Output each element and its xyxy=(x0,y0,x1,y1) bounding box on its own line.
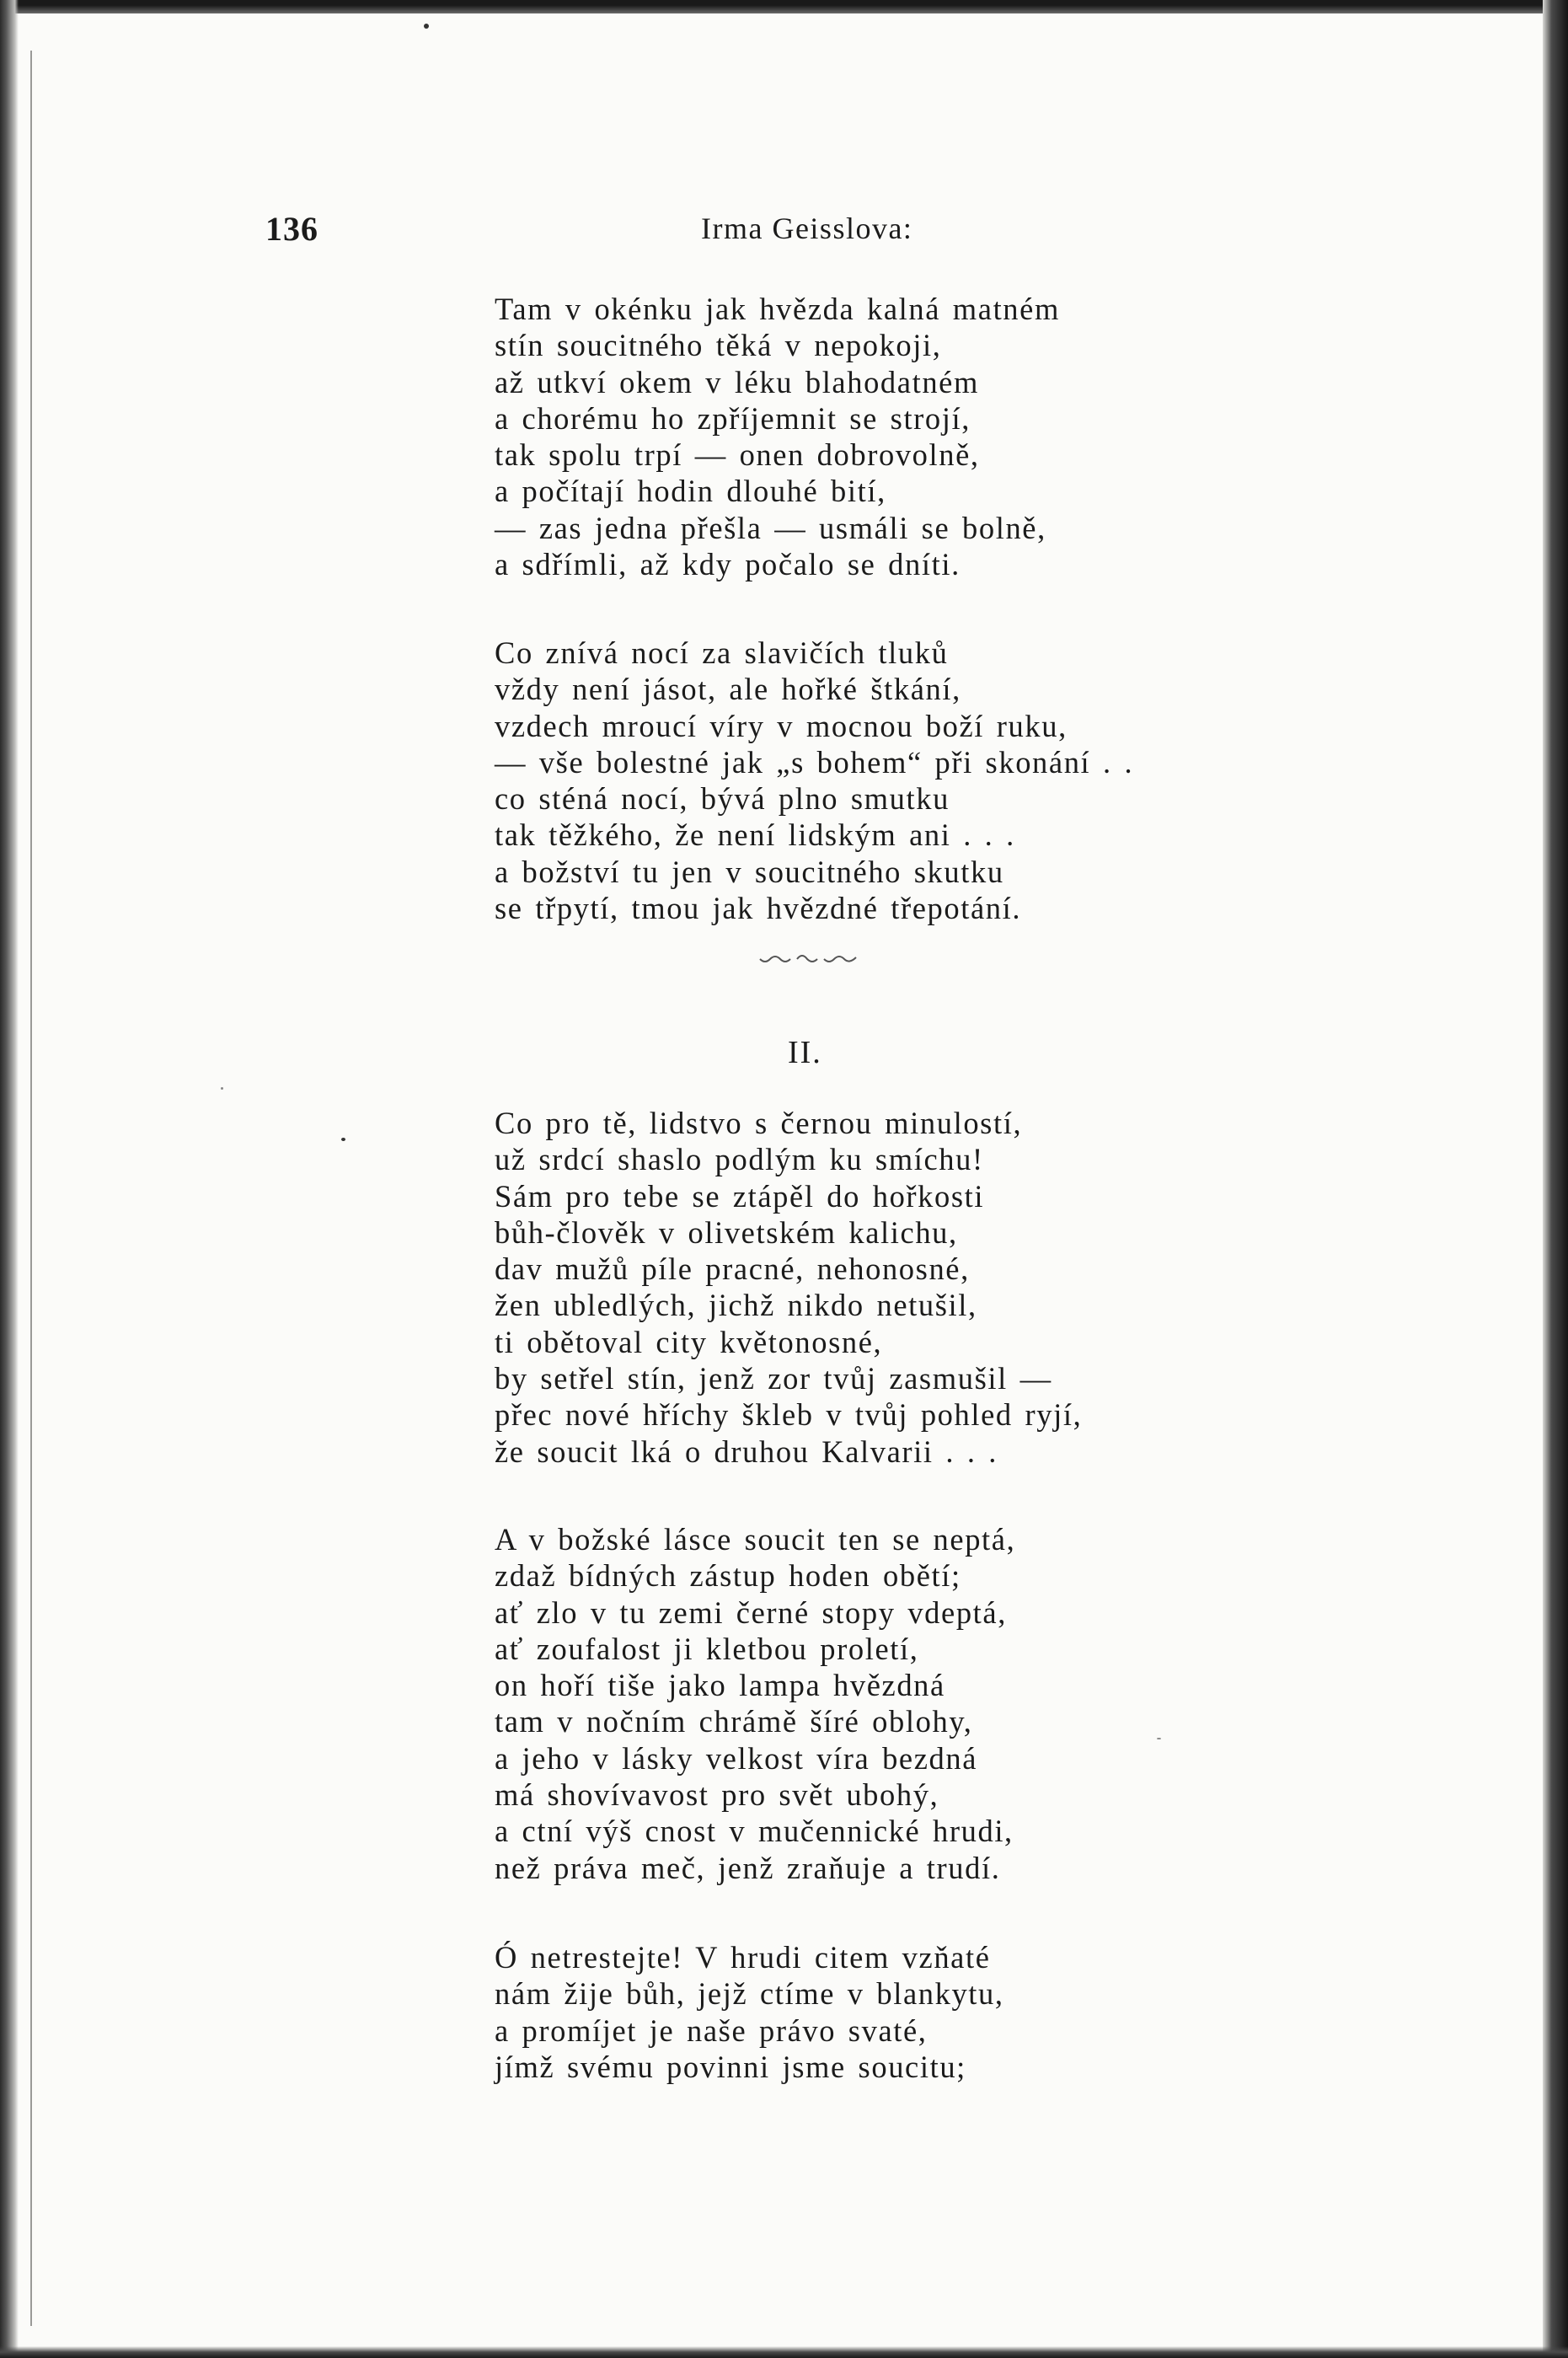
verse-line: až utkví okem v léku blahodatném xyxy=(495,364,979,399)
verse-line: vzdech mroucí víry v mocnou boží ruku, xyxy=(495,708,1068,743)
verse-line: — vše bolestné jak „s bohem“ při skonání . . xyxy=(495,744,1134,780)
verse-line: Tam v okénku jak hvězda kalná matném xyxy=(495,292,1060,326)
stanza-5 xyxy=(495,1939,1004,2085)
verse-line: tam v nočním chrámě šíré oblohy, xyxy=(495,1704,973,1739)
verse-line: nám žije bůh, jejž ctíme v blankytu, xyxy=(495,1976,1004,2012)
running-head xyxy=(265,209,1192,251)
verse-line: Co pro tě, lidstvo s černou minulostí, xyxy=(495,1106,1023,1140)
verse-line: už srdcí shaslo podlým ku smíchu! xyxy=(495,1142,984,1177)
verse-line: vždy není jásot, ale hořké štkání, xyxy=(495,672,961,707)
verse-line: a chorému ho zpříjemnit se strojí, xyxy=(495,400,971,436)
verse-line: a božství tu jen v soucitného skutku xyxy=(495,854,1004,889)
verse-line: že soucit lká o druhou Kalvarii . . . xyxy=(495,1434,998,1469)
verse-line: Sám pro tebe se ztápěl do hořkosti xyxy=(495,1178,985,1214)
verse-line: ať zlo v tu zemi černé stopy vdeptá, xyxy=(495,1594,1007,1630)
verse-line: tak těžkého, že není lidským ani . . . xyxy=(495,817,1015,853)
stanza-3 xyxy=(495,1105,1082,1470)
verse-line: ať zoufalost ji kletbou proletí, xyxy=(495,1631,919,1666)
stanza-4 xyxy=(495,1521,1015,1886)
stanza-1 xyxy=(495,291,1060,582)
verse-line: tak spolu trpí — onen dobrovolně, xyxy=(495,437,980,473)
verse-line: a sdřímli, až kdy počalo se dníti. xyxy=(495,547,961,582)
stanza-2 xyxy=(495,635,1133,926)
binding-edge xyxy=(0,0,19,2358)
section-ornament xyxy=(758,949,858,966)
verse-line: má shovívavost pro svět ubohý, xyxy=(495,1777,939,1813)
running-title: Irma Geisslova: xyxy=(701,212,913,245)
verse-line: a jeho v lásky velkost víra bezdná xyxy=(495,1740,978,1776)
page-number: 136 xyxy=(265,210,318,248)
verse-line: stín soucitného těká v nepokoji, xyxy=(495,328,942,363)
scan-edge-right xyxy=(1543,0,1568,2358)
verse-line: a počítají hodin dlouhé bití, xyxy=(495,474,886,509)
verse-line: A v božské lásce soucit ten se neptá, xyxy=(495,1522,1016,1557)
verse-line: zdaž bídných zástup hoden obětí; xyxy=(495,1558,961,1594)
verse-line: Co znívá nocí za slavičích tluků xyxy=(495,635,949,670)
verse-line: a promíjet je naše právo svaté, xyxy=(495,2012,928,2048)
section-numeral: II. xyxy=(788,1035,822,1070)
verse-line: přec nové hříchy škleb v tvůj pohled ryjí, xyxy=(495,1397,1083,1433)
verse-line: dav mužů píle pracné, nehonosné, xyxy=(495,1251,970,1287)
verse-line: — zas jedna přešla — usmáli se bolně, xyxy=(495,510,1046,545)
verse-line: žen ubledlých, jichž nikdo netušil, xyxy=(495,1288,977,1323)
verse-line: Ó netrestejte! V hrudi citem vzňaté xyxy=(495,1940,991,1975)
verse-line: a ctní výš cnost v mučennické hrudi, xyxy=(495,1814,1014,1849)
binding-crease xyxy=(30,51,32,2326)
verse-line: by setřel stín, jenž zor tvůj zasmušil — xyxy=(495,1361,1052,1396)
verse-line: on hoří tiše jako lampa hvězdná xyxy=(495,1668,945,1703)
verse-line: ti obětoval city květonosné, xyxy=(495,1324,883,1359)
verse-line: jímž svému povinni jsme soucitu; xyxy=(495,2049,966,2084)
verse-line: se třpytí, tmou jak hvězdné třepotání. xyxy=(495,891,1022,926)
verse-line: než práva meč, jenž zraňuje a trudí. xyxy=(495,1850,1001,1885)
verse-line: co sténá nocí, bývá plno smutku xyxy=(495,781,950,817)
scan-edge-top xyxy=(0,0,1568,13)
scan-edge-bottom xyxy=(0,2346,1568,2358)
verse-line: bůh-člověk v olivetském kalichu, xyxy=(495,1214,958,1250)
